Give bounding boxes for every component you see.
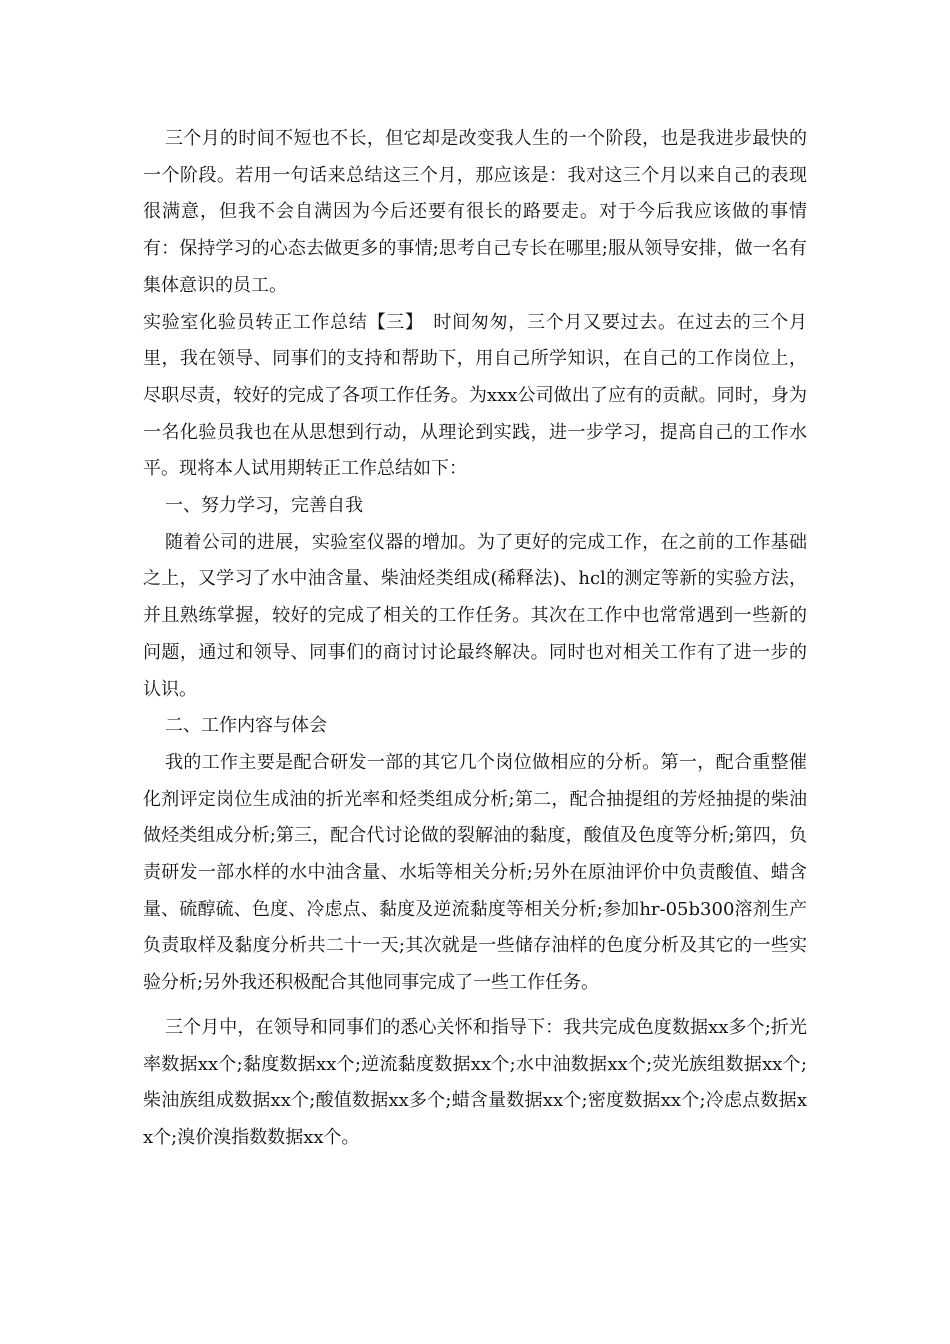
heading-work-content: 二、工作内容与体会 (165, 715, 327, 737)
heading-study: 一、努力学习，完善自我 (165, 495, 363, 517)
paragraph-data-summary: 三个月中，在领导和同事们的悉心关怀和指导下：我共完成色度数据xx多个;折光率数据xx个;黏度数据xx个;逆流黏度数据xx个;水中油数据xx个;荧光族组数据xx个;柴油族组成数据xx个;酸值数据xx多个;蜡含量数据xx个;密度数据xx个;冷虑点数据xx个;溴价溴指数数据xx个。 (143, 1016, 807, 1148)
paragraph-work-content: 我的工作主要是配合研发一部的其它几个岗位做相应的分析。第一，配合重整催化剂评定岗位生成油的折光率和烃类组成分析;第二，配合抽提组的芳烃抽提的柴油做烃类组成分析;第三，配合代讨论做的裂解油的黏度，酸值及色度等分析;第四，负责研发一部水样的水中油含量、水垢等相关分析;另外在原油评价中负责酸值、蜡含量、硫醇硫、色度、冷虑点、黏度及逆流黏度等相关分析;参加hr-05b300溶剂生产负责取样及黏度分析共二十一天;其次就是一些储存油样的色度分析及其它的一些实验分析;另外我还积极配合其他同事完成了一些工作任务。 (143, 751, 807, 994)
paragraph-summary: 三个月的时间不短也不长，但它却是改变我人生的一个阶段，也是我进步最快的一个阶段。若用一句话来总结这三个月，那应该是：我对这三个月以来自己的表现很满意，但我不会自满因为今后还要有很长的路要走。对于今后我应该做的事情有：保持学习的心态去做更多的事情;思考自己专长在哪里;服从领导安排，做一名有集体意识的员工。 (143, 128, 807, 296)
paragraph-study: 随着公司的进展，实验室仪器的增加。为了更好的完成工作，在之前的工作基础之上，又学习了水中油含量、柴油烃类组成(稀释法)、hcl的测定等新的实验方法，并且熟练掌握，较好的完成了相关的工作任务。其次在工作中也常常遇到一些新的问题，通过和领导、同事们的商讨讨论最终解决。同时也对相关工作有了进一步的认识。 (143, 531, 807, 700)
paragraph-section-three-intro: 实验室化验员转正工作总结【三】 时间匆匆，三个月又要过去。在过去的三个月里，我在领导、同事们的支持和帮助下，用自己所学知识，在自己的工作岗位上，尽职尽责，较好的完成了各项工作任务。为xxx公司做出了应有的贡献。同时，身为一名化验员我也在从思想到行动，从理论到实践，进一步学习，提高自己的工作水平。现将本人试用期转正工作总结如下： (143, 311, 807, 480)
document-body (143, 121, 807, 1157)
